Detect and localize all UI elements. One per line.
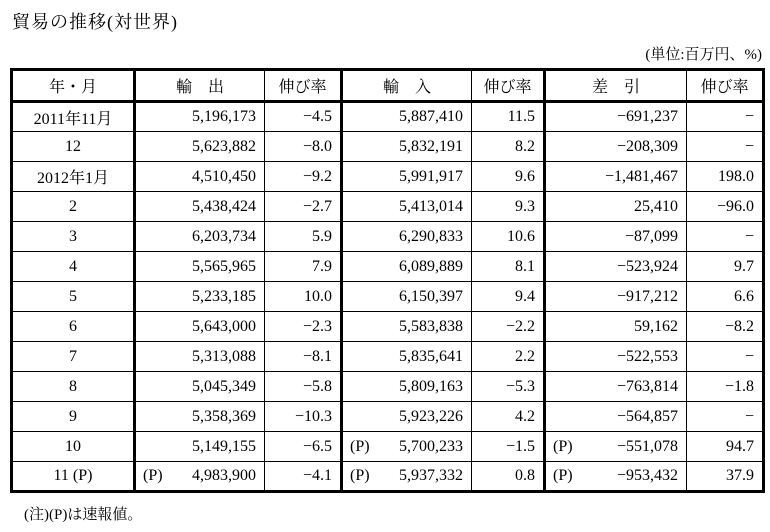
cell-year-month: 2 (12, 192, 135, 222)
col-header-import-growth: 伸び率 (472, 70, 545, 102)
header-row (12, 70, 764, 102)
cell-export (135, 312, 265, 342)
cell-balance-growth: 9.7 (687, 252, 764, 282)
cell-import-growth: 0.8 (472, 462, 545, 492)
col-header-balance-growth: 伸び率 (687, 70, 764, 102)
cell-import (342, 132, 472, 162)
cell-export-growth: −4.1 (265, 462, 342, 492)
cell-export (135, 402, 265, 432)
cell-balance (545, 102, 687, 132)
cell-export-growth: 5.9 (265, 222, 342, 252)
cell-import-growth: 2.2 (472, 342, 545, 372)
cell-balance-growth: 198.0 (687, 162, 764, 192)
cell-balance (545, 132, 687, 162)
cell-export (135, 342, 265, 372)
preliminary-mark: (P) (350, 467, 370, 484)
cell-import-growth: 9.4 (472, 282, 545, 312)
cell-year-month: 2012年1月 (12, 162, 135, 192)
cell-import (342, 222, 472, 252)
cell-export-growth: −2.7 (265, 192, 342, 222)
cell-year-month: 9 (12, 402, 135, 432)
table-row (12, 102, 764, 132)
cell-balance-growth: −8.2 (687, 312, 764, 342)
table-row (12, 222, 764, 252)
cell-import-value: 5,991,917 (399, 167, 463, 185)
cell-balance (545, 252, 687, 282)
cell-import-value: 5,413,014 (399, 197, 463, 215)
cell-export (135, 372, 265, 402)
table-row (12, 342, 764, 372)
cell-import (342, 462, 472, 492)
cell-balance (545, 162, 687, 192)
cell-export-growth: −5.8 (265, 372, 342, 402)
cell-balance-value: −953,432 (616, 467, 678, 484)
table-row (12, 312, 764, 342)
cell-import (342, 192, 472, 222)
cell-balance-value: −551,078 (616, 437, 678, 455)
cell-balance-value: −208,309 (616, 137, 678, 155)
cell-export-value: 4,983,900 (192, 467, 256, 484)
cell-import-growth: 9.6 (472, 162, 545, 192)
cell-balance-value: 59,162 (634, 317, 678, 335)
table-row (12, 462, 764, 492)
cell-import (342, 402, 472, 432)
cell-import (342, 252, 472, 282)
cell-balance-value: −522,553 (616, 347, 678, 365)
cell-import-value: 6,089,889 (399, 257, 463, 275)
cell-balance (545, 222, 687, 252)
cell-year-month: 2011年11月 (12, 102, 135, 132)
table-row (12, 432, 764, 462)
cell-year-month: 7 (12, 342, 135, 372)
cell-balance (545, 372, 687, 402)
cell-balance-growth: 37.9 (687, 462, 764, 492)
cell-import (342, 102, 472, 132)
cell-import (342, 342, 472, 372)
preliminary-mark: (P) (553, 467, 573, 484)
cell-export (135, 252, 265, 282)
table-row (12, 162, 764, 192)
cell-year-month: 11 (P) (12, 462, 135, 492)
cell-export-growth: −8.1 (265, 342, 342, 372)
cell-balance-value: −763,814 (616, 377, 678, 395)
cell-export (135, 282, 265, 312)
cell-import-growth: 10.6 (472, 222, 545, 252)
cell-export-value: 4,510,450 (192, 167, 256, 185)
cell-import-growth: 9.3 (472, 192, 545, 222)
cell-export-value: 5,438,424 (192, 197, 256, 215)
cell-import-value: 5,937,332 (399, 467, 463, 484)
cell-import-value: 5,583,838 (399, 317, 463, 335)
col-header-import: 輸 入 (342, 70, 472, 102)
table-row (12, 252, 764, 282)
cell-export-value: 5,196,173 (192, 108, 256, 125)
cell-year-month: 10 (12, 432, 135, 462)
cell-balance-growth: −1.8 (687, 372, 764, 402)
cell-import-growth: 8.1 (472, 252, 545, 282)
cell-export-value: 5,045,349 (192, 377, 256, 395)
cell-export-growth: −9.2 (265, 162, 342, 192)
cell-export-growth: −2.3 (265, 312, 342, 342)
col-header-balance: 差 引 (545, 70, 687, 102)
col-header-export: 輸 出 (135, 70, 265, 102)
cell-export (135, 102, 265, 132)
cell-import (342, 312, 472, 342)
cell-import-value: 5,923,226 (399, 407, 463, 425)
cell-import-value: 6,150,397 (399, 287, 463, 305)
cell-export (135, 192, 265, 222)
col-header-year-month: 年・月 (12, 70, 135, 102)
cell-import-growth: 8.2 (472, 132, 545, 162)
cell-import (342, 372, 472, 402)
cell-balance-growth: − (687, 342, 764, 372)
cell-balance-value: −691,237 (616, 108, 678, 125)
trade-table (10, 68, 765, 493)
cell-export-value: 5,643,000 (192, 317, 256, 335)
cell-import-value: 5,700,233 (399, 437, 463, 455)
unit-note: (単位:百万円、%) (645, 47, 762, 63)
cell-import-growth: 4.2 (472, 402, 545, 432)
cell-export-growth: −8.0 (265, 132, 342, 162)
table-row (12, 372, 764, 402)
cell-export-growth: −6.5 (265, 432, 342, 462)
cell-balance-value: −917,212 (616, 287, 678, 305)
table-row (12, 402, 764, 432)
cell-import (342, 432, 472, 462)
cell-year-month: 5 (12, 282, 135, 312)
cell-import-growth: −5.3 (472, 372, 545, 402)
cell-balance-growth: − (687, 222, 764, 252)
cell-balance-value: −564,857 (616, 407, 678, 425)
preliminary-mark: (P) (553, 437, 573, 455)
cell-export-value: 5,358,369 (192, 407, 256, 425)
cell-export-growth: −4.5 (265, 102, 342, 132)
cell-import-growth: −1.5 (472, 432, 545, 462)
cell-export-value: 5,313,088 (192, 347, 256, 365)
cell-export (135, 222, 265, 252)
cell-export-growth: −10.3 (265, 402, 342, 432)
cell-balance (545, 432, 687, 462)
cell-export-value: 5,149,155 (192, 437, 256, 455)
cell-import-value: 5,835,641 (399, 347, 463, 365)
cell-balance-growth: − (687, 402, 764, 432)
cell-year-month: 6 (12, 312, 135, 342)
cell-export (135, 132, 265, 162)
table-body (12, 102, 764, 492)
preliminary-mark: (P) (143, 467, 163, 484)
cell-balance (545, 342, 687, 372)
table-row (12, 282, 764, 312)
cell-balance-value: 25,410 (634, 197, 678, 215)
footnote: (注)(P)は速報値。 (24, 507, 143, 523)
cell-balance (545, 282, 687, 312)
cell-year-month: 3 (12, 222, 135, 252)
cell-export-value: 5,623,882 (192, 137, 256, 155)
cell-year-month: 4 (12, 252, 135, 282)
cell-export-growth: 7.9 (265, 252, 342, 282)
table-row (12, 132, 764, 162)
cell-import-growth: 11.5 (472, 102, 545, 132)
cell-import-growth: −2.2 (472, 312, 545, 342)
cell-balance-growth: 6.6 (687, 282, 764, 312)
cell-export-growth: 10.0 (265, 282, 342, 312)
cell-export (135, 462, 265, 492)
col-header-export-growth: 伸び率 (265, 70, 342, 102)
cell-import (342, 162, 472, 192)
cell-balance (545, 312, 687, 342)
cell-balance-growth: − (687, 102, 764, 132)
preliminary-mark: (P) (350, 437, 370, 455)
cell-balance-value: −1,481,467 (604, 167, 678, 185)
cell-export (135, 432, 265, 462)
cell-import-value: 5,887,410 (399, 108, 463, 125)
cell-import-value: 5,832,191 (399, 137, 463, 155)
cell-balance-value: −87,099 (624, 227, 678, 245)
cell-export-value: 5,233,185 (192, 287, 256, 305)
cell-balance-growth: − (687, 132, 764, 162)
cell-balance-growth: −96.0 (687, 192, 764, 222)
cell-balance (545, 192, 687, 222)
cell-import-value: 6,290,833 (399, 227, 463, 245)
cell-year-month: 12 (12, 132, 135, 162)
table-row (12, 192, 764, 222)
cell-year-month: 8 (12, 372, 135, 402)
cell-import (342, 282, 472, 312)
page-title: 貿易の推移(対世界) (12, 12, 178, 32)
cell-export (135, 162, 265, 192)
cell-balance (545, 402, 687, 432)
cell-balance-value: −523,924 (616, 257, 678, 275)
cell-balance (545, 462, 687, 492)
cell-import-value: 5,809,163 (399, 377, 463, 395)
cell-export-value: 5,565,965 (192, 257, 256, 275)
cell-export-value: 6,203,734 (192, 227, 256, 245)
cell-balance-growth: 94.7 (687, 432, 764, 462)
